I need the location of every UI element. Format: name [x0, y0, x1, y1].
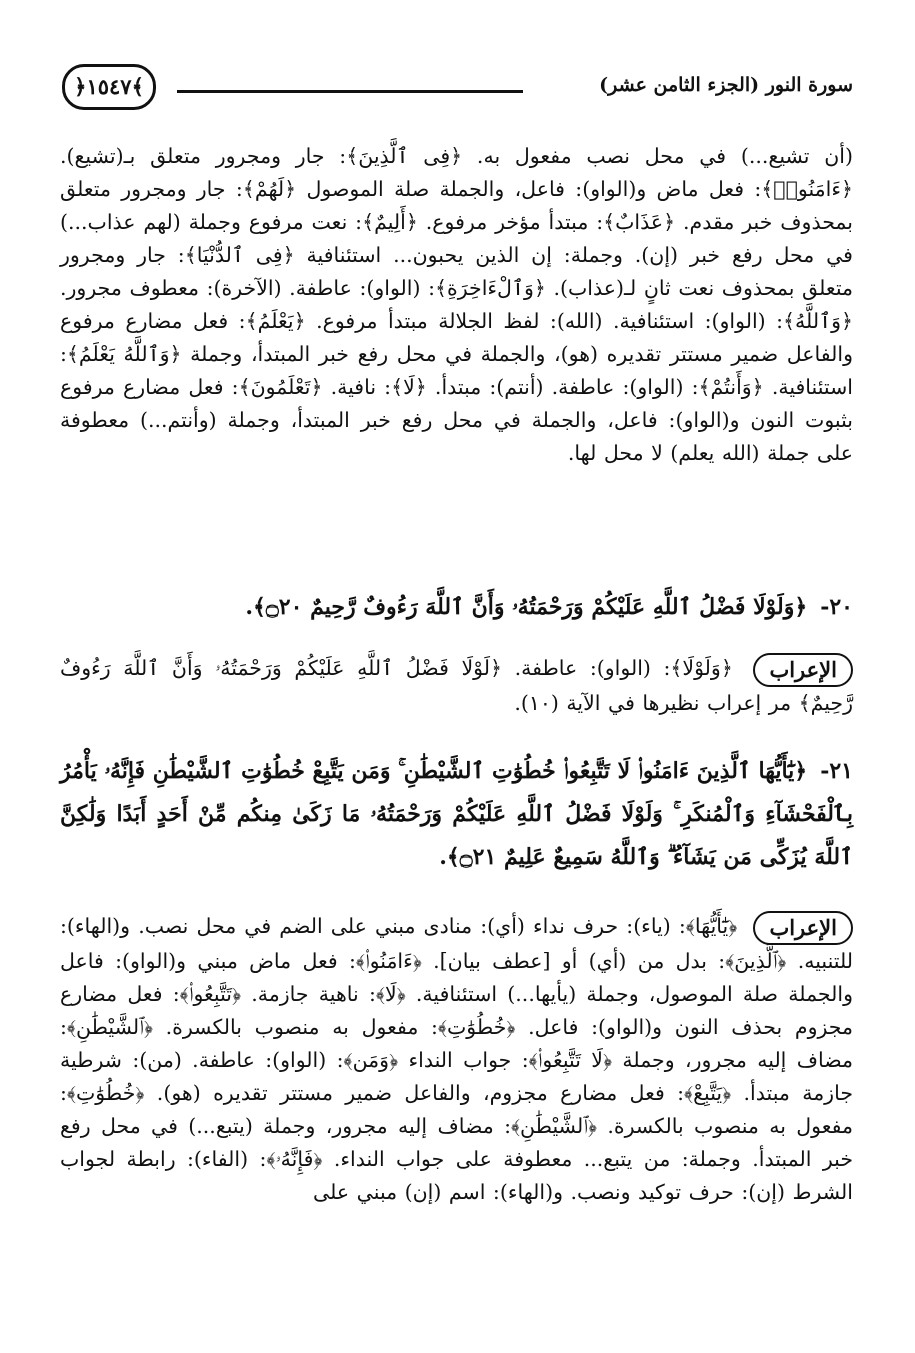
- verse-21: [60, 750, 853, 879]
- irab-verse-20: [60, 652, 853, 720]
- verse-number: ٢١-: [820, 758, 853, 784]
- header-rule: [177, 90, 523, 93]
- irab-text: ﴿يَٰٓأَيُّهَا﴾: (ياء): حرف نداء (أي): منادى مبني على الضم في محل نصب. و(الهاء): للتنبيه. ﴿ٱلَّذِينَ﴾: بدل من (أي) أو [عطف بيان]. ﴿ءَامَنُوا۟﴾: فعل ماض مبني و(الواو): فاعل والجملة صلة الموصول، وجملة (يأيها...) استئنافية. ﴿لَا﴾: ناهية جازمة. ﴿تَتَّبِعُوا۟﴾: فعل مضارع مجزوم بحذف النون و(الواو): فاعل. ﴿خُطُوَٰتِ﴾: مفعول به منصوب بالكسرة. ﴿ٱلشَّيْطَٰنِ﴾: مضاف إليه مجرور، وجملة ﴿لَا تَتَّبِعُوا۟﴾: جواب النداء ﴿وَمَن﴾: (الواو): عاطفة. (من): شرطية جازمة مبتدأ. ﴿يَتَّبِعْ﴾: فعل مضارع مجزوم، والفاعل ضمير مستتر تقديره (هو). ﴿خُطُوَٰتِ﴾: مفعول به منصوب بالكسرة. ﴿ٱلشَّيْطَٰنِ﴾: مضاف إليه مجرور، وجملة (يتبع...) في محل رفع خبر المبتدأ. وجملة: من يتبع... معطوفة على جواب النداء. ﴿فَإِنَّهُۥ﴾: (الفاء): رابطة لجواب الشرط (إن): حرف توكيد ونصب. و(الهاء): اسم (إن) مبني على: [60, 914, 853, 1204]
- verse-text: ﴿وَلَوْلَا فَضْلُ ٱللَّهِ عَلَيْكُمْ وَرَحْمَتُهُۥ وَأَنَّ ٱللَّهَ رَءُوفٌ رَّحِيمٌ ۝٢٠﴾.: [245, 594, 808, 620]
- irab-badge: الإعراب: [753, 653, 853, 687]
- page-header: [62, 62, 853, 112]
- verse-20: [60, 586, 853, 629]
- irab-verse-21: [60, 910, 853, 1209]
- verse-number: ٢٠-: [820, 594, 853, 620]
- page-number: ﴾١٥٤٧﴿: [62, 64, 156, 110]
- verse-text: ﴿يَٰٓأَيُّهَا ٱلَّذِينَ ءَامَنُوا۟ لَا تَتَّبِعُوا۟ خُطُوَٰتِ ٱلشَّيْطَٰنِ ۚ وَمَن يَتَّبِعْ خُطُوَٰتِ ٱلشَّيْطَٰنِ فَإِنَّهُۥ يَأْمُرُ بِٱلْفَحْشَآءِ وَٱلْمُنكَرِ ۚ وَلَوْلَا فَضْلُ ٱللَّهِ عَلَيْكُمْ وَرَحْمَتُهُۥ مَا زَكَىٰ مِنكُم مِّنْ أَحَدٍ أَبَدًا وَلَٰكِنَّ ٱللَّهَ يُزَكِّى مَن يَشَآءُ ۗ وَٱللَّهُ سَمِيعٌ عَلِيمٌ ۝٢١﴾.: [60, 758, 853, 870]
- surah-part-title: سورة النور (الجزء الثامن عشر): [599, 74, 853, 96]
- irab-text: ﴿وَلَوْلَا﴾: (الواو): عاطفة. ﴿لَوْلَا فَضْلُ ٱللَّهِ عَلَيْكُمْ وَرَحْمَتُهُۥ وَأَنَّ ٱللَّهَ رَءُوفٌ رَّحِيمٌ﴾ مر إعراب نظيرها في الآية (١٠).: [60, 656, 853, 715]
- irab-badge: الإعراب: [753, 911, 853, 945]
- irab-continued-paragraph: (أن تشيع...) في محل نصب مفعول به. ﴿فِى ٱلَّذِينَ﴾: جار ومجرور متعلق بـ(تشيع). ﴿ءَامَنُوا۟﴾: فعل ماض و(الواو): فاعل، والجملة صلة الموصول ﴿لَهُمْ﴾: جار ومجرور متعلق بمحذوف خبر مقدم. ﴿عَذَابٌ﴾: مبتدأ مؤخر مرفوع. ﴿أَلِيمٌ﴾: نعت مرفوع وجملة (لهم عذاب...) في محل رفع خبر (إن). وجملة: إن الذين يحبون... استئنافية ﴿فِى ٱلدُّنْيَا﴾: جار ومجرور متعلق بمحذوف نعت ثانٍ لـ(عذاب). ﴿وَٱلْءَاخِرَةِ﴾: (الواو): عاطفة. (الآخرة): معطوف مجرور. ﴿وَٱللَّهُ﴾: (الواو): استئنافية. (الله): لفظ الجلالة مبتدأ مرفوع. ﴿يَعْلَمُ﴾: فعل مضارع مرفوع والفاعل ضمير مستتر تقديره (هو)، والجملة في محل رفع خبر المبتدأ، وجملة ﴿وَٱللَّهُ يَعْلَمُ﴾: استئنافية. ﴿وَأَنتُمْ﴾: (الواو): عاطفة. (أنتم): مبتدأ. ﴿لَا﴾: نافية. ﴿تَعْلَمُونَ﴾: فعل مضارع مرفوع بثبوت النون و(الواو): فاعل، والجملة في محل رفع خبر المبتدأ، وجملة (وأنتم...) معطوفة على جملة (الله يعلم) لا محل لها.: [60, 144, 853, 465]
